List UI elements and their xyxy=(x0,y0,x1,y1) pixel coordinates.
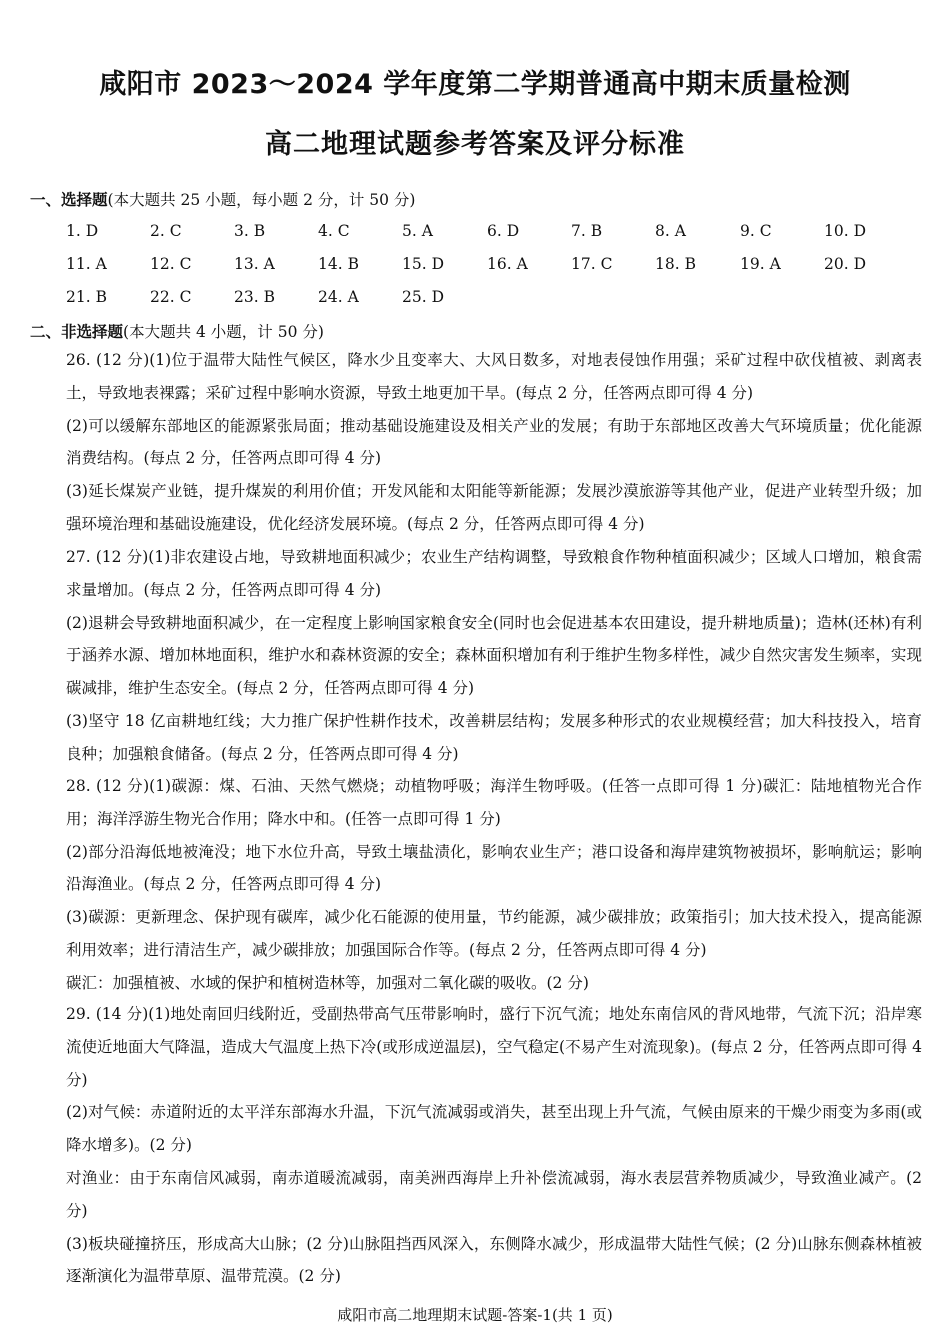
mc-answer: 1. D xyxy=(66,222,99,240)
mc-answer: 25. D xyxy=(402,288,445,306)
mc-answer: 17. C xyxy=(571,255,613,273)
section-2-title: 二、非选择题 xyxy=(30,323,124,341)
section-2-heading xyxy=(30,320,324,342)
question-27 xyxy=(66,541,922,771)
answer-paragraph: (3)坚守 18 亿亩耕地红线；大力推广保护性耕作技术，改善耕层结构；发展多种形式的农业规模经营；加大科技投入，培育良种；加强粮食储备。(每点 2 分，任答两点即可得 4 分) xyxy=(66,711,922,763)
answer-paragraph: 碳汇：加强植被、水域的保护和植树造林等，加强对二氧化碳的吸收。(2 分) xyxy=(66,973,589,992)
mc-answer: 22. C xyxy=(150,288,192,306)
answer-paragraph: 28. (12 分)(1)碳源：煤、石油、天然气燃烧；动植物呼吸；海洋生物呼吸。(任答一点即可得 1 分)碳汇：陆地植物光合作用；海洋浮游生物光合作用；降水中和。(任答一点即可得 1 分) xyxy=(66,777,922,828)
document-title: 咸阳市 2023～2024 学年度第二学期普通高中期末质量检测 xyxy=(99,69,851,100)
mc-answer: 19. A xyxy=(740,255,781,273)
mc-answer: 24. A xyxy=(318,288,359,306)
answer-paragraph: 26. (12 分)(1)位于温带大陆性气候区，降水少且变率大、大风日数多，对地表侵蚀作用强；采矿过程中砍伐植被、剥离表土，导致地表裸露；采矿过程中影响水资源，导致土地更加干旱。(每点 2 分，任答两点即可得 4 分) xyxy=(66,351,922,402)
answer-paragraph: 对渔业：由于东南信风减弱，南赤道暖流减弱，南美洲西海岸上升补偿流减弱，海水表层营养物质减少，导致渔业减产。(2 分) xyxy=(66,1168,922,1220)
document-subtitle: 高二地理试题参考答案及评分标准 xyxy=(265,129,685,160)
answer-paragraph: (2)可以缓解东部地区的能源紧张局面；推动基础设施建设及相关产业的发展；有助于东部地区改善大气环境质量；优化能源消费结构。(每点 2 分，任答两点即可得 4 分) xyxy=(66,416,922,468)
answer-paragraph: (3)碳源：更新理念、保护现有碳库，减少化石能源的使用量，节约能源，减少碳排放；政策指引；加大技术投入，提高能源利用效率；进行清洁生产，减少碳排放；加强国际合作等。(每点 2 分，任答两点即可得 4 分) xyxy=(66,908,922,959)
mc-answer: 20. D xyxy=(824,255,867,273)
section-1-heading xyxy=(30,188,415,210)
question-28 xyxy=(66,770,922,1000)
mc-answer: 23. B xyxy=(234,288,275,306)
answer-paragraph: (2)对气候：赤道附近的太平洋东部海水升温，下沉气流减弱或消失，甚至出现上升气流，气候由原来的干燥少雨变为多雨(或降水增多)。(2 分) xyxy=(66,1103,922,1155)
mc-answer: 13. A xyxy=(234,255,275,273)
mc-answer: 6. D xyxy=(487,222,520,240)
mc-answer: 10. D xyxy=(824,222,867,240)
question-29 xyxy=(66,998,922,1293)
mc-answer: 8. A xyxy=(655,222,686,240)
mc-answer: 2. C xyxy=(150,222,182,240)
answer-paragraph: 29. (14 分)(1)地处南回归线附近，受副热带高气压带影响时，盛行下沉气流；地处东南信风的背风地带，气流下沉；沿岸寒流使近地面大气降温，造成大气温度上热下冷(或形成逆温层)，空气稳定(不易产生对流现象)。(每点 2 分，任答两点即可得 4 分) xyxy=(66,1005,922,1089)
section-1-note: (本大题共 25 小题，每小题 2 分，计 50 分) xyxy=(107,191,416,209)
mc-answer: 3. B xyxy=(234,222,266,240)
mc-answer: 7. B xyxy=(571,222,603,240)
mc-answer: 14. B xyxy=(318,255,359,273)
mc-answer: 12. C xyxy=(150,255,192,273)
section-2-note: (本大题共 4 小题，计 50 分) xyxy=(123,323,324,341)
mc-answer: 4. C xyxy=(318,222,350,240)
answer-paragraph: (2)部分沿海低地被淹没；地下水位升高，导致土壤盐渍化，影响农业生产；港口设备和海岸建筑物被损坏，影响航运；影响沿海渔业。(每点 2 分，任答两点即可得 4 分) xyxy=(66,842,922,894)
mc-answer: 21. B xyxy=(66,288,107,306)
mc-answer: 5. A xyxy=(402,222,433,240)
section-1-title: 一、选择题 xyxy=(30,191,108,209)
mc-answer: 9. C xyxy=(740,222,772,240)
answer-paragraph: (2)退耕会导致耕地面积减少，在一定程度上影响国家粮食安全(同时也会促进基本农田建设，提升耕地质量)；造林(还林)有利于涵养水源、增加林地面积，维护水和森林资源的安全；森林面积增加有利于维护生物多样性，减少自然灾害发生频率，实现碳减排，维护生态安全。(每点 2 分，任答两点即可得 4 分) xyxy=(66,613,922,698)
mc-answer: 16. A xyxy=(487,255,528,273)
mc-answer: 15. D xyxy=(402,255,445,273)
mc-answer: 11. A xyxy=(66,255,107,273)
answer-paragraph: 27. (12 分)(1)非农建设占地，导致耕地面积减少；农业生产结构调整，导致粮食作物种植面积减少；区域人口增加，粮食需求量增加。(每点 2 分，任答两点即可得 4 分) xyxy=(66,548,922,599)
question-26 xyxy=(66,344,922,541)
page-footer: 咸阳市高二地理期末试题-答案-1(共 1 页) xyxy=(337,1306,613,1324)
answer-paragraph: (3)延长煤炭产业链，提升煤炭的利用价值；开发风能和太阳能等新能源；发展沙漠旅游等其他产业，促进产业转型升级；加强环境治理和基础设施建设，优化经济发展环境。(每点 2 分，任答两点即可得 4 分) xyxy=(66,482,922,533)
mc-answer: 18. B xyxy=(655,255,696,273)
answer-paragraph: (3)板块碰撞挤压，形成高大山脉；(2 分)山脉阻挡西风深入，东侧降水减少，形成温带大陆性气候；(2 分)山脉东侧森林植被逐渐演化为温带草原、温带荒漠。(2 分) xyxy=(66,1234,922,1286)
